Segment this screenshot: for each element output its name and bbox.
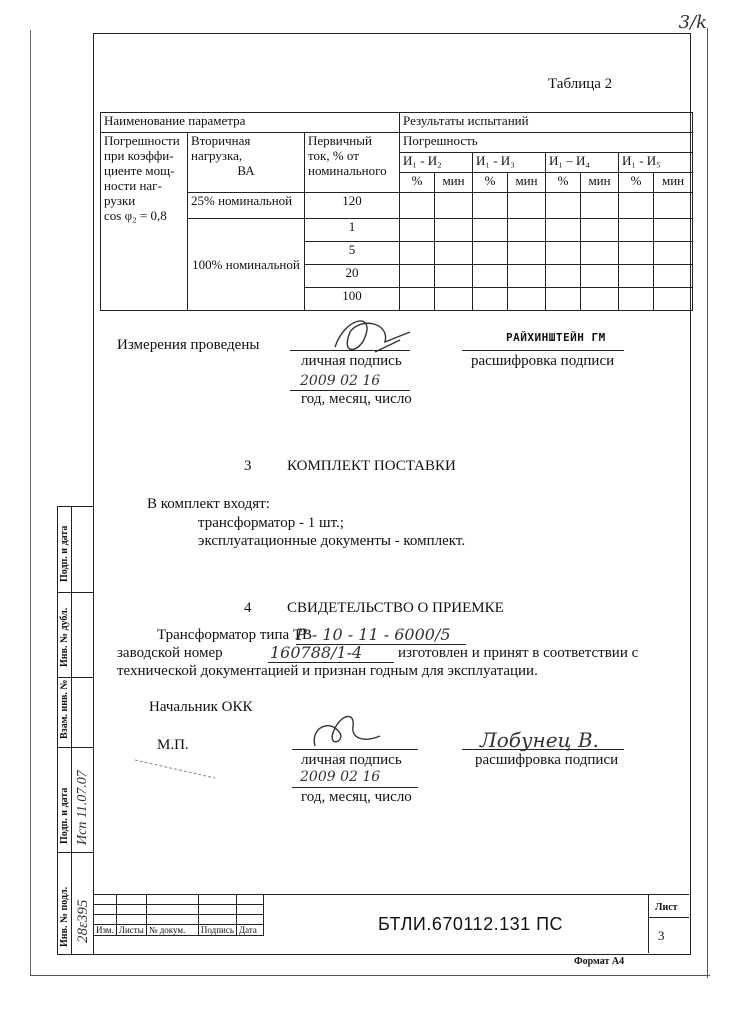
name-line: [462, 749, 624, 750]
sig-line: [290, 350, 410, 351]
section3-number: 3: [244, 458, 252, 474]
load-25: 25% номинальной: [188, 193, 305, 219]
type-handwritten: Р - 10 - 11 - 6000/5: [296, 625, 451, 644]
error-label: Погрешность: [400, 133, 693, 153]
header-results: Результаты испытаний: [400, 113, 693, 133]
section3-item: эксплуатационные документы - комплект.: [198, 533, 466, 549]
serial-handwritten: 160788/1-4: [270, 643, 363, 662]
strip-label: Подп. и дата: [59, 525, 70, 582]
current-cell: 100: [305, 288, 400, 311]
unit-header: %: [400, 173, 435, 193]
unit-header: мин: [654, 173, 693, 193]
unit-header: мин: [581, 173, 619, 193]
document-code: БТЛИ.670112.131 ПС: [378, 914, 564, 934]
date-handwritten: 2009 02 16: [300, 769, 381, 785]
current-cell: 1: [305, 219, 400, 242]
unit-header: %: [619, 173, 654, 193]
header-param: Наименование параметра: [101, 113, 400, 133]
serial-suffix: изготовлен и принят в соответствии с: [398, 645, 639, 661]
strip-label: Инв. № дубл.: [59, 607, 70, 667]
acceptance-line: технической документацией и признан годным для эксплуатации.: [117, 663, 538, 679]
load-100: 100% номинальной: [188, 219, 305, 311]
unit-header: мин: [435, 173, 473, 193]
strip-hand-date: Исп 11.07.07: [75, 770, 90, 845]
date-caption: год, месяц, число: [301, 789, 412, 805]
section3-intro: В комплект входят:: [147, 496, 270, 512]
sig-caption: личная подпись: [301, 752, 402, 768]
date-caption: год, месяц, число: [301, 391, 412, 407]
revision-table: [93, 894, 264, 936]
rev-col: Дата: [236, 925, 263, 936]
measurements-label: Измерения проведены: [117, 337, 260, 353]
strip-label: Взам. инв. №: [59, 679, 70, 739]
name-caption: расшифровка подписи: [471, 353, 615, 369]
date-handwritten: 2009 02 16: [300, 373, 381, 389]
col2-header: Вторичная нагрузка, ВА: [188, 133, 305, 193]
page-corner-number: 3/k: [678, 12, 707, 33]
mp-label: М.П.: [157, 737, 189, 753]
rev-col: Листы: [116, 925, 146, 936]
table-title: Таблица 2: [548, 76, 613, 92]
group-header: И₁ - И₂: [400, 153, 473, 173]
name-handwritten: Лобунец В.: [480, 728, 599, 752]
group-header: И₁ – И₄: [546, 153, 619, 173]
sheet-label: Лист: [655, 902, 678, 913]
group-header: И₁ - И₅: [619, 153, 693, 173]
type-prefix: Трансформатор типа ТВ: [157, 627, 313, 643]
sig-line: [292, 749, 418, 750]
strip-label: Инв. № подл.: [59, 886, 70, 947]
chief-label: Начальник ОКК: [149, 699, 253, 715]
serial-prefix: заводской номер: [117, 645, 223, 661]
format-label: Формат А4: [574, 956, 625, 967]
unit-header: мин: [508, 173, 546, 193]
sheet-box-divider: [648, 917, 689, 918]
section4-title: СВИДЕТЕЛЬСТВО О ПРИЕМКЕ: [287, 600, 504, 616]
rev-col: Подпись: [198, 925, 236, 936]
date-line: [292, 787, 418, 788]
strip-hand-inv: 28ε395: [75, 899, 91, 943]
col1-header: Погрешности при коэффи- циенте мощ- ности наг- рузки cos φ₂ = 0,8: [101, 133, 188, 311]
signature-scribble-2: [305, 708, 385, 753]
name-stamp: РАЙХИНШТЕЙН ГМ: [506, 331, 606, 344]
strip-label: Подп. и дата: [59, 787, 70, 844]
name-line: [462, 350, 624, 351]
outer-border-left: [30, 30, 31, 976]
sheet-number: 3: [658, 928, 665, 943]
section4-number: 4: [244, 600, 252, 616]
rev-col: Изм.: [94, 925, 117, 936]
unit-header: %: [546, 173, 581, 193]
sig-caption: личная подпись: [301, 353, 402, 369]
section3-item: трансформатор - 1 шт.;: [198, 515, 344, 531]
test-results-table: [100, 112, 693, 311]
stamp-mark: [130, 752, 220, 782]
unit-header: %: [473, 173, 508, 193]
outer-border-right: [707, 28, 708, 978]
group-header: И₁ - И₃: [473, 153, 546, 173]
rev-col: № докум.: [146, 925, 198, 936]
name-caption: расшифровка подписи: [475, 752, 619, 768]
current-cell: 20: [305, 265, 400, 288]
current-cell: 120: [305, 193, 400, 219]
section3-title: КОМПЛЕКТ ПОСТАВКИ: [287, 458, 456, 474]
current-cell: 5: [305, 242, 400, 265]
outer-border-bottom: [30, 975, 710, 976]
left-stamp-strip: [57, 506, 94, 955]
col3-header: Первичный ток, % от номинального: [305, 133, 400, 193]
